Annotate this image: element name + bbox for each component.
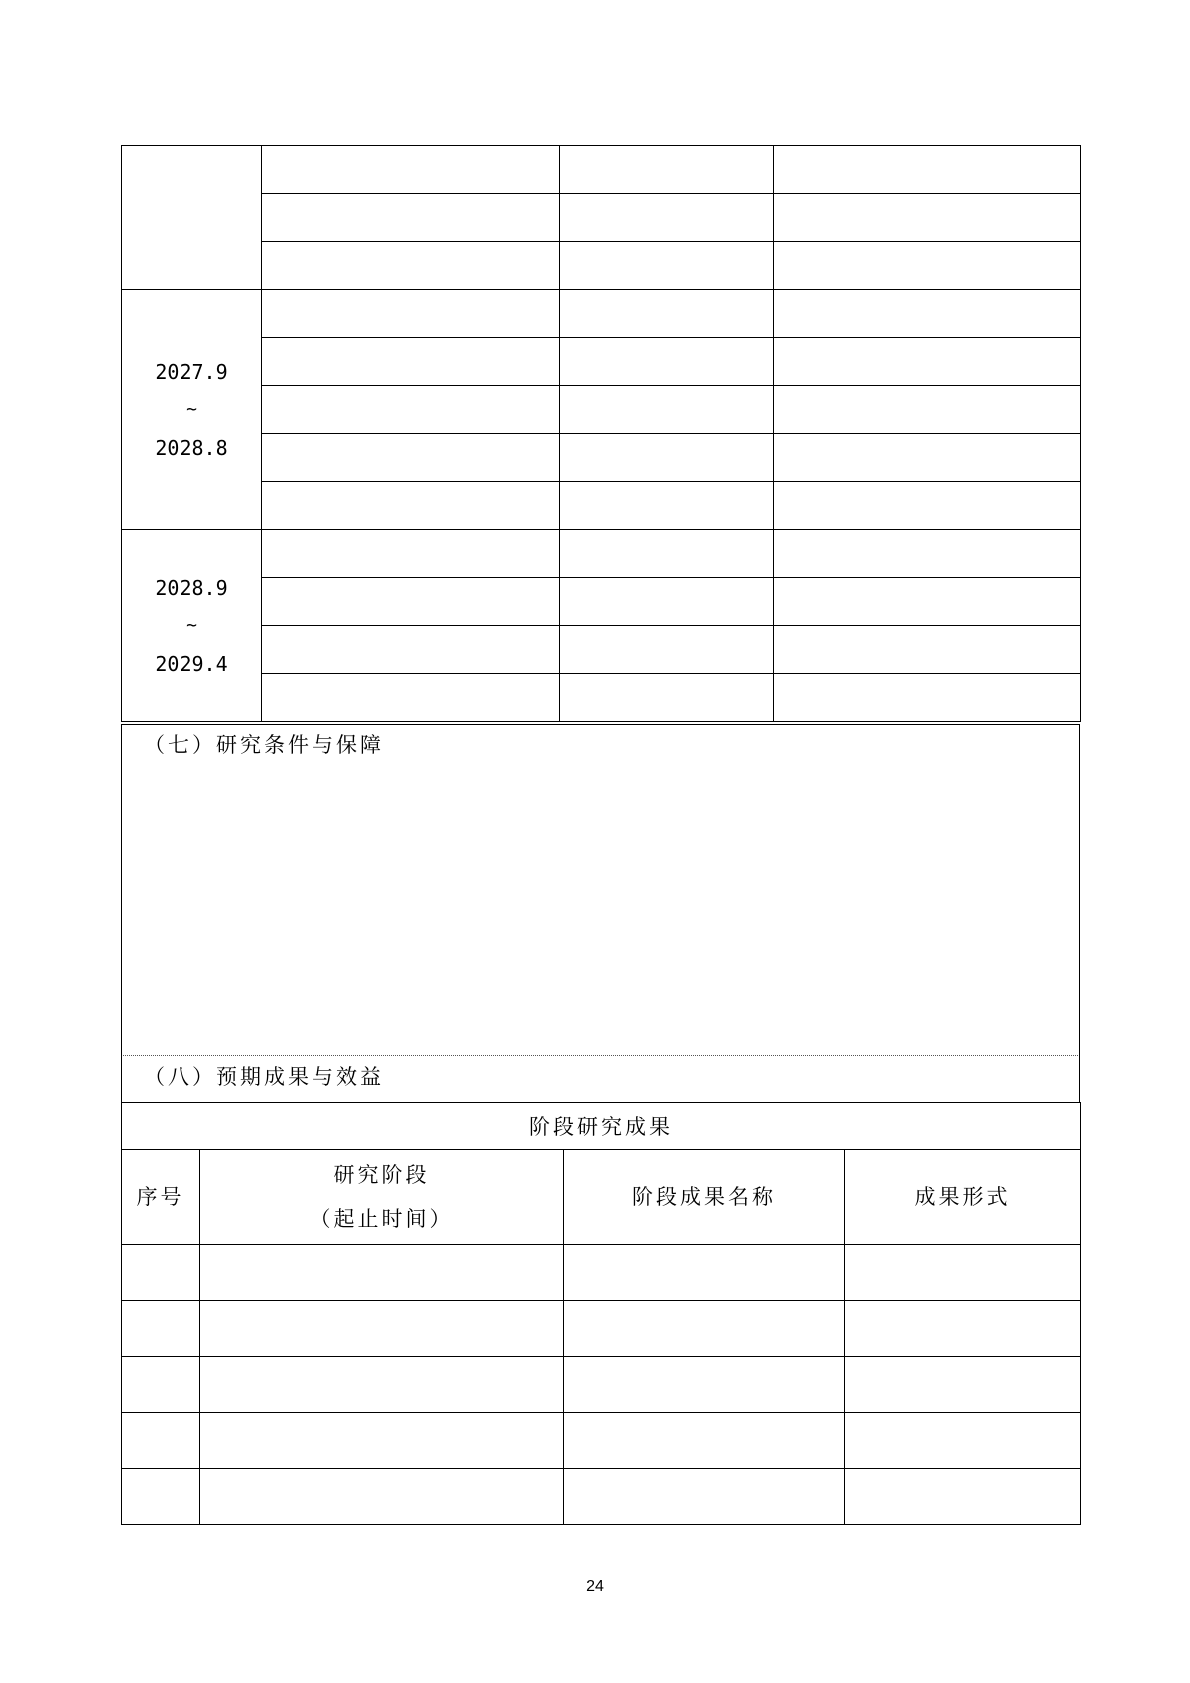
schedule-cell[interactable] bbox=[262, 674, 560, 722]
schedule-cell[interactable] bbox=[262, 242, 560, 290]
schedule-cell[interactable] bbox=[774, 674, 1081, 722]
schedule-cell[interactable] bbox=[560, 626, 774, 674]
schedule-row bbox=[122, 290, 1081, 338]
results-table bbox=[121, 1102, 1081, 1525]
schedule-cell[interactable] bbox=[560, 530, 774, 578]
schedule-cell[interactable] bbox=[262, 338, 560, 386]
header-result-name: 阶段成果名称 bbox=[564, 1150, 845, 1245]
schedule-cell[interactable] bbox=[774, 338, 1081, 386]
results-header-row bbox=[122, 1150, 1081, 1245]
table-cell[interactable] bbox=[122, 1357, 200, 1413]
schedule-cell[interactable] bbox=[774, 530, 1081, 578]
schedule-row bbox=[122, 386, 1081, 434]
schedule-cell[interactable] bbox=[774, 290, 1081, 338]
schedule-cell[interactable] bbox=[262, 530, 560, 578]
schedule-cell[interactable] bbox=[560, 194, 774, 242]
page-number: 24 bbox=[586, 1578, 604, 1595]
table-cell[interactable] bbox=[845, 1469, 1081, 1525]
schedule-cell[interactable] bbox=[262, 386, 560, 434]
table-cell[interactable] bbox=[122, 1413, 200, 1469]
period-cell bbox=[122, 290, 262, 530]
table-cell[interactable] bbox=[564, 1245, 845, 1301]
schedule-cell[interactable] bbox=[560, 338, 774, 386]
header-stage-line1: 研究阶段 bbox=[333, 1163, 430, 1187]
table-row bbox=[122, 1245, 1081, 1301]
period-separator: ~ bbox=[186, 398, 197, 420]
schedule-row bbox=[122, 530, 1081, 578]
period-cell bbox=[122, 146, 262, 290]
schedule-cell[interactable] bbox=[560, 386, 774, 434]
schedule-cell[interactable] bbox=[262, 146, 560, 194]
schedule-cell[interactable] bbox=[774, 242, 1081, 290]
table-cell[interactable] bbox=[564, 1413, 845, 1469]
table-cell[interactable] bbox=[200, 1469, 564, 1525]
period-start: 2028.9 bbox=[155, 575, 228, 600]
period-end: 2028.8 bbox=[155, 435, 228, 460]
header-stage bbox=[200, 1150, 564, 1245]
schedule-cell[interactable] bbox=[262, 434, 560, 482]
period-end: 2029.4 bbox=[155, 651, 228, 676]
schedule-row bbox=[122, 482, 1081, 530]
header-stage-line2: （起止时间） bbox=[309, 1207, 454, 1231]
schedule-cell[interactable] bbox=[560, 242, 774, 290]
section-expected-results bbox=[121, 1055, 1080, 1102]
table-cell[interactable] bbox=[564, 1469, 845, 1525]
table-cell[interactable] bbox=[200, 1357, 564, 1413]
header-result-form: 成果形式 bbox=[845, 1150, 1081, 1245]
period-separator: ~ bbox=[186, 614, 197, 636]
schedule-row bbox=[122, 674, 1081, 722]
header-index: 序号 bbox=[122, 1150, 200, 1245]
schedule-cell[interactable] bbox=[774, 482, 1081, 530]
table-cell[interactable] bbox=[564, 1357, 845, 1413]
schedule-cell[interactable] bbox=[560, 146, 774, 194]
period-cell bbox=[122, 530, 262, 722]
schedule-cell[interactable] bbox=[774, 434, 1081, 482]
schedule-cell[interactable] bbox=[774, 578, 1081, 626]
schedule-cell[interactable] bbox=[560, 674, 774, 722]
schedule-row bbox=[122, 242, 1081, 290]
schedule-cell[interactable] bbox=[774, 626, 1081, 674]
schedule-cell[interactable] bbox=[560, 434, 774, 482]
schedule-row bbox=[122, 578, 1081, 626]
table-cell[interactable] bbox=[200, 1413, 564, 1469]
section-research-conditions[interactable] bbox=[121, 724, 1080, 1056]
schedule-cell[interactable] bbox=[560, 482, 774, 530]
table-cell[interactable] bbox=[845, 1357, 1081, 1413]
schedule-cell[interactable] bbox=[560, 290, 774, 338]
table-row bbox=[122, 1413, 1081, 1469]
schedule-cell[interactable] bbox=[262, 578, 560, 626]
schedule-cell[interactable] bbox=[774, 386, 1081, 434]
table-row bbox=[122, 1469, 1081, 1525]
schedule-row bbox=[122, 146, 1081, 194]
table-cell[interactable] bbox=[845, 1413, 1081, 1469]
results-caption-row bbox=[122, 1103, 1081, 1150]
table-cell[interactable] bbox=[122, 1301, 200, 1357]
schedule-cell[interactable] bbox=[262, 626, 560, 674]
schedule-cell[interactable] bbox=[262, 194, 560, 242]
table-cell[interactable] bbox=[845, 1301, 1081, 1357]
table-cell[interactable] bbox=[200, 1245, 564, 1301]
schedule-cell[interactable] bbox=[262, 482, 560, 530]
schedule-cell[interactable] bbox=[774, 146, 1081, 194]
schedule-cell[interactable] bbox=[774, 194, 1081, 242]
schedule-row bbox=[122, 194, 1081, 242]
table-row bbox=[122, 1301, 1081, 1357]
table-row bbox=[122, 1357, 1081, 1413]
schedule-table bbox=[121, 145, 1081, 722]
section8-title: （八）预期成果与效益 bbox=[144, 1065, 384, 1089]
schedule-cell[interactable] bbox=[262, 290, 560, 338]
table-cell[interactable] bbox=[200, 1301, 564, 1357]
table-cell[interactable] bbox=[122, 1245, 200, 1301]
schedule-cell[interactable] bbox=[560, 578, 774, 626]
table-cell[interactable] bbox=[564, 1301, 845, 1357]
schedule-row bbox=[122, 626, 1081, 674]
table-cell[interactable] bbox=[122, 1469, 200, 1525]
schedule-row bbox=[122, 338, 1081, 386]
section7-title: （七）研究条件与保障 bbox=[144, 733, 384, 757]
results-caption: 阶段研究成果 bbox=[122, 1103, 1081, 1150]
period-start: 2027.9 bbox=[155, 359, 228, 384]
schedule-row bbox=[122, 434, 1081, 482]
table-cell[interactable] bbox=[845, 1245, 1081, 1301]
